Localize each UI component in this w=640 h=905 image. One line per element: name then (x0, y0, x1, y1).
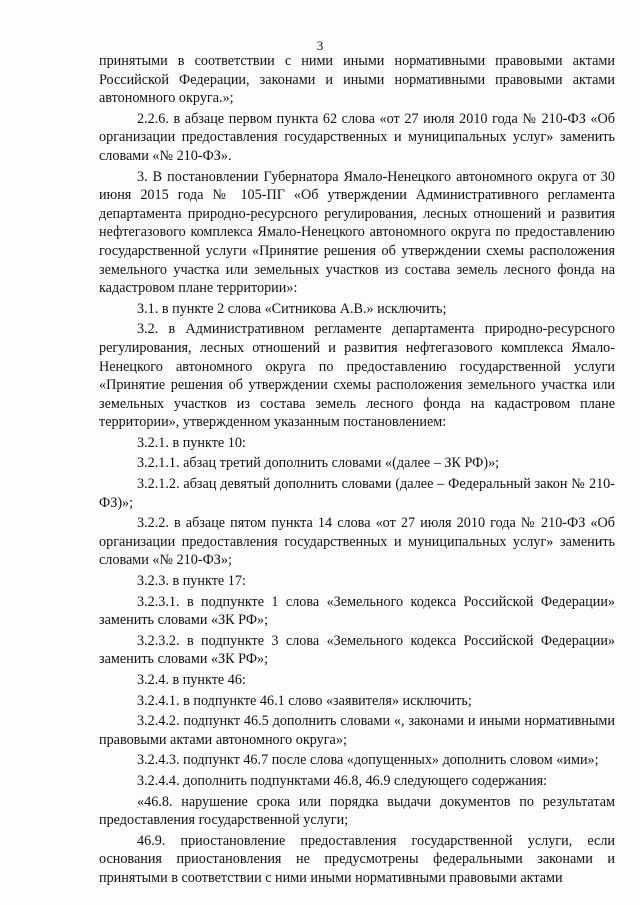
paragraph: 46.9. приостановление предоставления государственной услуги, если основания приостановления не предусмотрены федеральными законами и принятыми в соответствии с ними иными нормативными правовыми актами (99, 832, 615, 886)
document-body (99, 52, 615, 888)
paragraph: 3.1. в пункте 2 слова «Ситникова А.В.» исключить; (137, 300, 447, 317)
paragraph: 2.2.6. в абзаце первом пункта 62 слова «от 27 июля 2010 года № 210-ФЗ «Об организации предоставления государственных и муниципальных услуг» заменить словами «№ 210-ФЗ». (99, 110, 615, 164)
paragraph: 3.2.4.1. в подпункте 46.1 слово «заявителя» исключить; (137, 692, 472, 709)
paragraph: 3.2. в Административном регламенте департамента природно-ресурсного регулирования, лесных отношений и развития нефтегазового комплекса Ямало-Ненецкого автономного округа по предоставлению государственной услуги «Принятие решения об утверждении схемы расположения земельного участка или земельных участков из состава земель лесного фонда на кадастровом плане территории», утвержденном указанным постановлением: (99, 321, 615, 431)
paragraph: 3.2.4.3. подпункт 46.7 после слова «допущенных» дополнить словом «ими»; (137, 752, 599, 769)
paragraph: 3.2.4.2. подпункт 46.5 дополнить словами «, законами и иными нормативными правовыми актами автономного округа»; (99, 713, 615, 748)
paragraph: 3.2.4.4. дополнить подпунктами 46.8, 46.9 следующего содержания: (137, 772, 548, 789)
paragraph: 3.2.3.1. в подпункте 1 слова «Земельного кодекса Российской Федерации» заменить словами «ЗК РФ»; (99, 593, 615, 629)
paragraph: 3. В постановлении Губернатора Ямало-Ненецкого автономного округа от 30 июня 2015 года № 105-ПГ «Об утверждении Административного регламента департамента природно-ресурсного регулирования, лесных отношений и развития нефтегазового комплекса Ямало-Ненецкого автономного округа по предоставлению государственной услуги «Принятие решения об утверждении схемы расположения земельного участка или земельных участков из состава земель лесного фонда на кадастровом плане территории»: (99, 168, 615, 297)
paragraph: 3.2.3. в пункте 17: (137, 573, 246, 590)
paragraph: «46.8. нарушение срока или порядка выдачи документов по результатам предоставления государственной услуги; (99, 793, 615, 829)
page-number: 3 (316, 38, 324, 53)
paragraph: 3.2.1.2. абзац девятый дополнить словами (далее – Федеральный закон № 210-ФЗ)»; (99, 476, 615, 511)
paragraph: 3.2.3.2. в подпункте 3 слова «Земельного кодекса Российской Федерации» заменить словами «ЗК РФ»; (99, 632, 615, 668)
paragraph: 3.2.1.1. абзац третий дополнить словами «(далее – ЗК РФ)»; (137, 455, 500, 472)
paragraph: 3.2.4. в пункте 46: (137, 672, 246, 688)
paragraph: 3.2.1. в пункте 10: (137, 434, 246, 451)
paragraph: принятыми в соответствии с ними иными нормативными правовыми актами Российской Федерации, законами и иными нормативными правовыми актами автономного округа.»; (99, 53, 615, 107)
paragraph: 3.2.2. в абзаце пятом пункта 14 слова «от 27 июля 2010 года № 210-ФЗ «Об организации предоставления государственных и муниципальных услуг» заменить словами «№ 210-ФЗ»; (99, 515, 615, 569)
